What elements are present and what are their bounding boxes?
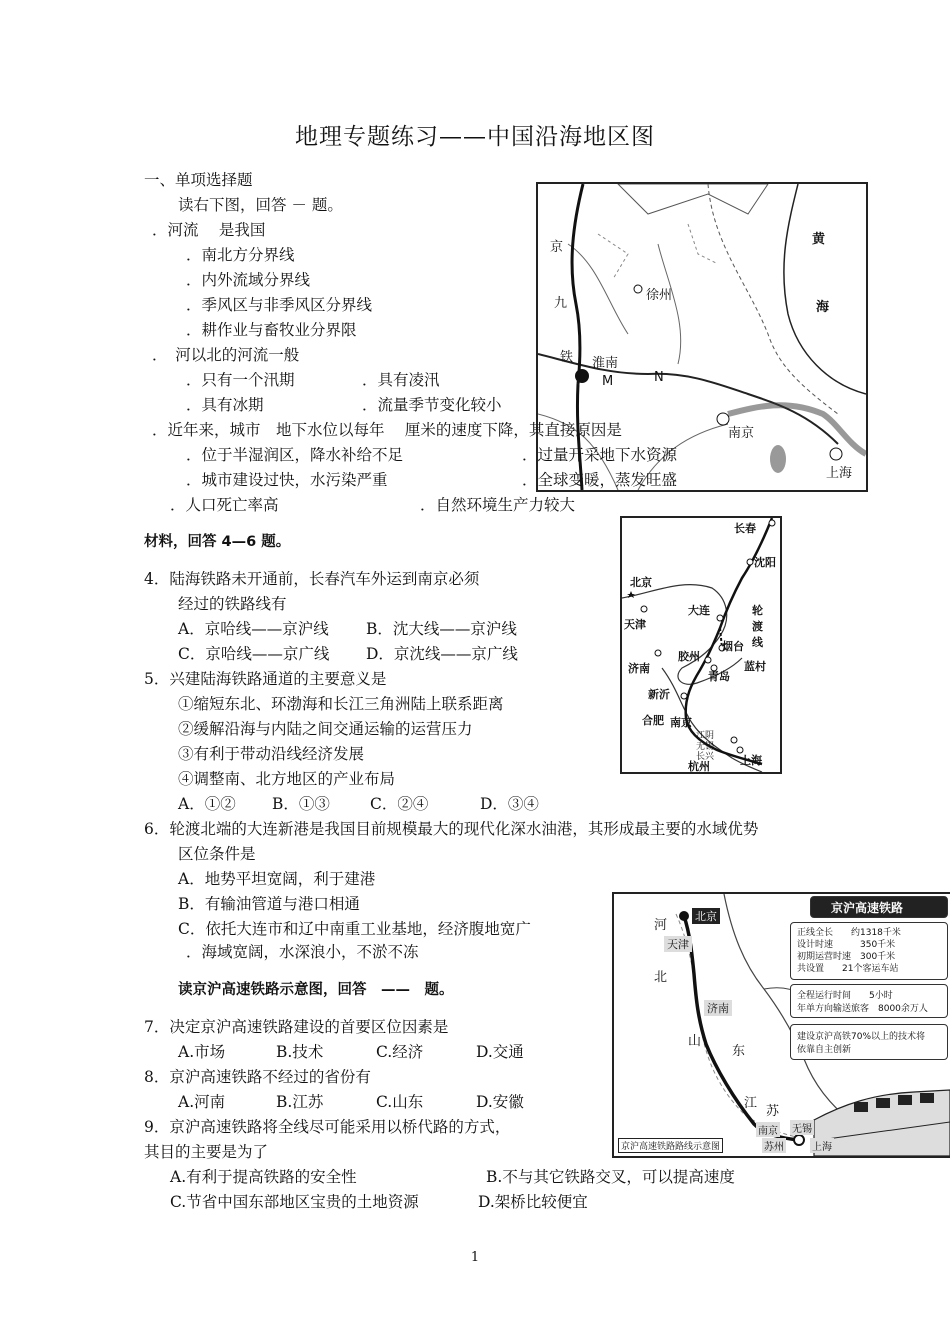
label-xuzhou: 徐州: [646, 288, 673, 303]
hsr-info-box-3: [790, 1024, 948, 1060]
q1-option-b: ．内外流域分界线: [186, 271, 311, 289]
label-ferry-2: 渡: [752, 620, 763, 633]
label-m: M: [602, 374, 614, 389]
hsr-info-1-line-2: 设计时速 350千米: [797, 940, 896, 950]
label-shanghai-3: 上海: [810, 1138, 834, 1153]
q7-stem: 7．决定京沪高速铁路建设的首要区位因素是: [144, 1018, 449, 1036]
hsr-info-1-line-4: 共设置 21个客运车站: [797, 964, 899, 974]
q6-stem: 6．轮渡北端的大连新港是我国目前规模最大的现代化深水油港，其形成最主要的水域优势: [144, 820, 759, 838]
q6-stem-2: 区位条件是: [178, 845, 256, 863]
q9-option-a: A.有利于提高铁路的安全性: [170, 1168, 357, 1186]
label-dong: 东: [732, 1044, 746, 1059]
label-hangzhou: 杭州: [688, 760, 710, 773]
q6-option-b: B．有输油管道与港口相通: [178, 895, 360, 913]
q7-option-c: C.经济: [376, 1043, 424, 1061]
hsr-info-box-2: [790, 984, 948, 1018]
label-wuxi: 无锡: [696, 742, 715, 752]
q6-option-a: A．地势平坦宽阔，利于建港: [178, 870, 376, 888]
label-jiaozhou: 胶州: [678, 650, 700, 663]
q9-option-d: D.架桥比较便宜: [478, 1193, 588, 1211]
label-tianjin: 天津: [624, 618, 646, 631]
hsr-title: 京沪高速铁路: [831, 901, 904, 915]
q1-stem: ．河流 是我国: [152, 221, 266, 239]
q4-option-d: D．京沈线——京广线: [366, 645, 518, 663]
label-jiang: 江: [744, 1096, 758, 1111]
hsr-info-2-line-2: 年单方向输送旅客 8000余万人: [797, 1004, 928, 1014]
q2-option-a: ．只有一个汛期: [186, 371, 295, 389]
q4-stem-2: 经过的铁路线有: [178, 595, 287, 613]
label-changxing: 长兴: [696, 752, 715, 762]
q7-option-d: D.交通: [476, 1043, 524, 1061]
hsr-info-2-line-1: 全程运行时间 5小时: [797, 991, 893, 1001]
label-qingdao: 青岛: [708, 670, 730, 683]
label-jinan-3: 济南: [704, 1000, 732, 1016]
q5-stem: 5．兴建陆海铁路通道的主要意义是: [144, 670, 387, 688]
q4-stem: 4．陆海铁路未开通前，长春汽车外运到南京必须: [144, 570, 480, 588]
q8-stem: 8．京沪高速铁路不经过的省份有: [144, 1068, 371, 1086]
q1-option-d: ．耕作业与畜牧业分界限: [186, 321, 357, 339]
label-hai: 海: [816, 300, 830, 315]
map3-caption: 京沪高速铁路路线示意图: [618, 1138, 723, 1153]
q3-stem: ．近年来，城市 地下水位以每年 厘米的速度下降，其直接原因是: [152, 421, 622, 439]
q9-stem: 9．京沪高速铁路将全线尽可能采用以桥代路的方式，: [144, 1118, 511, 1136]
map-land-sea-railway: [620, 516, 782, 774]
label-suzhou-3: 苏州: [762, 1138, 786, 1153]
label-beijing-3: 北京: [692, 908, 720, 924]
label-lancun: 蓝村: [744, 660, 766, 673]
q4-option-c: C．京哈线——京广线: [178, 645, 330, 663]
label-tianjin-3: 天津: [664, 936, 692, 952]
hsr-info-1-line-1: 正线全长 约1318千米: [797, 928, 901, 938]
label-shenyang: 沈阳: [754, 556, 776, 569]
page-number: 1: [470, 1250, 480, 1265]
q9-stem-2: 其目的主要是为了: [144, 1143, 269, 1161]
label-jing: 京: [550, 240, 564, 255]
label-nanjing-3: 南京: [756, 1122, 780, 1137]
q2-stem: ． 河以北的河流一般: [152, 346, 300, 364]
q8-option-a: A.河南: [178, 1093, 226, 1111]
label-jinan: 济南: [628, 662, 650, 675]
label-dalian: 大连: [688, 604, 710, 617]
q5-item-1: ①缩短东北、环渤海和长江三角洲陆上联系距离: [178, 695, 504, 713]
hsr-info-3-line-1: 建设京沪高铁70%以上的技术将: [797, 1032, 926, 1042]
label-nanjing-2: 南京: [670, 716, 692, 729]
label-changchun: 长春: [734, 522, 756, 535]
label-wuxi-3: 无锡: [790, 1120, 814, 1135]
label-hefei: 合肥: [642, 714, 664, 727]
q2-option-d: ．流量季节变化较小: [362, 396, 502, 414]
label-yantai: 烟台: [722, 640, 744, 653]
q2-option-c: ．具有冰期: [186, 396, 264, 414]
q7-option-b: B.技术: [276, 1043, 324, 1061]
label-bei: 北: [654, 970, 668, 985]
q3-option-f: ．自然环境生产力较大: [420, 496, 576, 514]
q7-option-a: A.市场: [178, 1043, 226, 1061]
label-he: 河: [654, 918, 668, 933]
label-shanghai-2: 上海: [740, 754, 762, 767]
label-huainan: 淮南: [592, 356, 619, 371]
label-shanghai: 上海: [826, 466, 853, 481]
q5-option-c: C．②④: [370, 795, 429, 813]
material-heading: 材料，回答 4—6 题。: [144, 534, 291, 550]
q6-option-d: ．海域宽阔，水深浪小，不淤不冻: [186, 943, 419, 961]
q4-option-b: B．沈大线——京沪线: [366, 620, 517, 638]
q5-option-d: D．③④: [480, 795, 539, 813]
q8-option-c: C.山东: [376, 1093, 424, 1111]
q1-option-a: ．南北方分界线: [186, 246, 295, 264]
hsr-title-box: [810, 896, 948, 918]
label-tie: 铁: [560, 350, 574, 365]
hsr-info-box-1: [790, 922, 948, 980]
q9-option-b: B.不与其它铁路交叉，可以提高速度: [486, 1168, 735, 1186]
q5-option-b: B．①③: [272, 795, 330, 813]
label-beijing: 北京: [630, 576, 652, 589]
q2-option-b: ．具有凌汛: [362, 371, 440, 389]
label-jiu: 九: [554, 296, 568, 311]
hsr-info-1-line-3: 初期运营时速 300千米: [797, 952, 896, 962]
q8-option-d: D.安徽: [476, 1093, 524, 1111]
q3-option-d: ．全球变暖，蒸发旺盛: [522, 471, 678, 489]
hsr-info-3-line-2: 依靠自主创新: [797, 1045, 852, 1055]
section-heading: 一、单项选择题: [144, 171, 253, 189]
label-xinyi: 新沂: [648, 688, 670, 701]
q3-option-a: ．位于半湿润区，降水补给不足: [186, 446, 404, 464]
q6-option-c: C．依托大连市和辽中南重工业基地，经济腹地宽广: [178, 920, 531, 938]
label-jiangyin: 江阴: [696, 731, 715, 741]
label-nanjing: 南京: [728, 426, 755, 441]
q9-option-c: C.节省中国东部地区宝贵的土地资源: [170, 1193, 419, 1211]
label-su: 苏: [766, 1104, 780, 1119]
q5-item-3: ③有利于带动沿线经济发展: [178, 745, 365, 763]
q3-option-b: ．过量开采地下水资源: [522, 446, 678, 464]
page-title: 地理专题练习——中国沿海地区图: [295, 124, 655, 150]
label-n: N: [654, 370, 664, 385]
q8-option-b: B.江苏: [276, 1093, 324, 1111]
q4-option-a: A．京哈线——京沪线: [178, 620, 329, 638]
q1-option-c: ．季风区与非季风区分界线: [186, 296, 373, 314]
map-beijing-shanghai-hsr: [612, 892, 950, 1158]
q3-option-c: ．城市建设过快，水污染严重: [186, 471, 388, 489]
label-shan: 山: [688, 1034, 702, 1049]
label-ferry-3: 线: [752, 636, 763, 649]
label-huang: 黄: [812, 232, 826, 247]
material-2-heading: 读京沪高速铁路示意图，回答 —— 题。: [178, 982, 454, 998]
label-ferry-1: 轮: [752, 604, 763, 617]
q5-item-4: ④调整南、北方地区的产业布局: [178, 770, 396, 788]
q3-option-e: ．人口死亡率高: [170, 496, 279, 514]
section-intro: 读右下图，回答 － 题。: [178, 196, 343, 214]
q5-option-a: A．①②: [178, 795, 236, 813]
q5-item-2: ②缓解沿海与内陆之间交通运输的运营压力: [178, 720, 473, 738]
